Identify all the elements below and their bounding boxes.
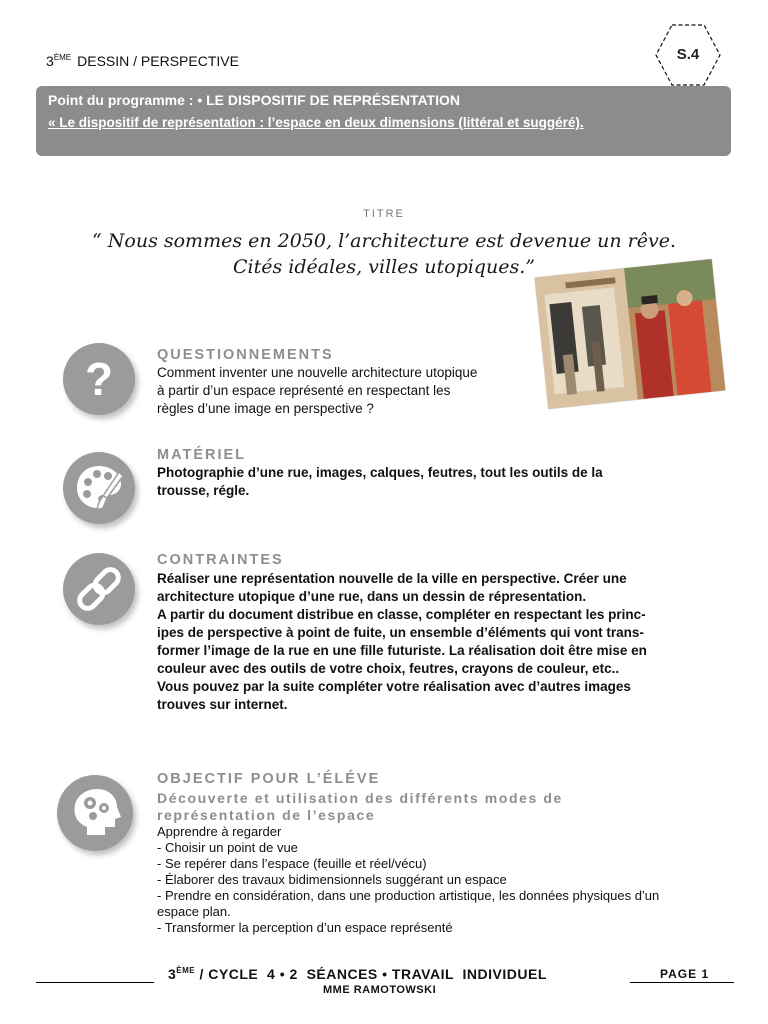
head-gears-icon [57, 775, 133, 851]
objectif-text [157, 824, 727, 936]
teacher-name: MME RAMOTOWSKI [323, 984, 437, 996]
text-line: trouves sur internet. [157, 697, 288, 712]
objectif-heading: OBJECTIF POUR L’ÉLÉVE [157, 771, 381, 787]
contraintes-icon-circle [63, 553, 135, 625]
program-description: « Le dispositif de représentation : l’espace en deux dimensions (littéral et suggéré). [48, 115, 584, 130]
question-icon-circle [63, 343, 135, 415]
text-line: trousse, régle. [157, 483, 250, 498]
text-line: - Transformer la perception d’un espace représenté [157, 920, 453, 935]
renaissance-painting-image [535, 259, 726, 409]
materiel-icon-circle [63, 452, 135, 524]
text-line: - Prendre en considération, dans une production artistique, les données physiques d’un [157, 888, 660, 903]
svg-text:?: ? [84, 353, 114, 405]
text-line: espace plan. [157, 904, 231, 919]
text-line: Apprendre à regarder [157, 824, 282, 839]
questionnements-heading: QUESTIONNEMENTS [157, 347, 334, 363]
text-line: à partir d’un espace représenté en respectant les [157, 383, 451, 398]
text-line: A partir du document distribue en classe, compléter en respectant les princ- [157, 607, 646, 622]
title-label: TITRE [363, 208, 405, 220]
text-line: Comment inventer une nouvelle architecture utopique [157, 365, 478, 380]
footer-cycle-info: / CYCLE 4 • 2 SÉANCES • TRAVAIL INDIVIDUEL [195, 966, 547, 982]
contraintes-heading: CONTRAINTES [157, 552, 284, 568]
program-point: Point du programme : • LE DISPOSITIF DE REPRÉSENTATION [48, 92, 460, 108]
text-line: règles d’une image en perspective ? [157, 401, 374, 416]
questionnements-text [157, 364, 537, 418]
text-line: couleur avec des outils de votre choix, feutres, crayons de couleur, etc.. [157, 661, 620, 676]
question-mark-icon [63, 343, 135, 415]
text-line: Photographie d’une rue, images, calques, feutres, tout les outils de la [157, 465, 603, 480]
level-number: 3 [46, 53, 54, 69]
footer-rule-left [36, 982, 154, 983]
text-line: Vous pouvez par la suite compléter votre réalisation avec d’autres images [157, 679, 631, 694]
text-line: Réaliser une représentation nouvelle de la ville en perspective. Créer une [157, 571, 627, 586]
footer-course-info [168, 966, 547, 982]
text-line: former l’image de la rue en une fille futuriste. La réalisation doit être mise en [157, 643, 647, 658]
session-badge-label: S.4 [676, 46, 700, 63]
footer-rule-right [630, 982, 734, 983]
subheading-line: Découverte et utilisation des différents modes de [157, 790, 563, 806]
text-line: - Se repérer dans l’espace (feuille et réel/vécu) [157, 856, 427, 871]
title-line-1: “ Nous sommes en 2050, l’architecture est devenue un rêve. [92, 230, 676, 252]
objectif-subheading [157, 790, 717, 824]
course-level [46, 53, 239, 69]
materiel-heading: MATÉRIEL [157, 447, 247, 463]
subject-label: DESSIN / PERSPECTIVE [77, 53, 239, 69]
text-line: architecture utopique d’une rue, dans un dessin de répresentation. [157, 589, 587, 604]
palette-brush-icon [63, 452, 135, 524]
level-superscript: ÈME [53, 53, 72, 62]
title-line-2: Cités idéales, villes utopiques.” [233, 256, 535, 278]
footer-level-superscript: ÈME [176, 966, 196, 975]
text-line: - Choisir un point de vue [157, 840, 298, 855]
objectif-icon-circle [57, 775, 133, 851]
chain-link-icon [63, 553, 135, 625]
text-line: ipes de perspective à point de fuite, un ensemble d’éléments qui vont trans- [157, 625, 644, 640]
page-number: PAGE 1 [660, 967, 710, 981]
text-line: - Élaborer des travaux bidimensionnels suggérant un espace [157, 872, 507, 887]
subheading-line: représentation de l’espace [157, 807, 376, 823]
materiel-text [157, 464, 727, 500]
contraintes-text [157, 570, 727, 714]
footer-level: 3 [168, 966, 177, 982]
